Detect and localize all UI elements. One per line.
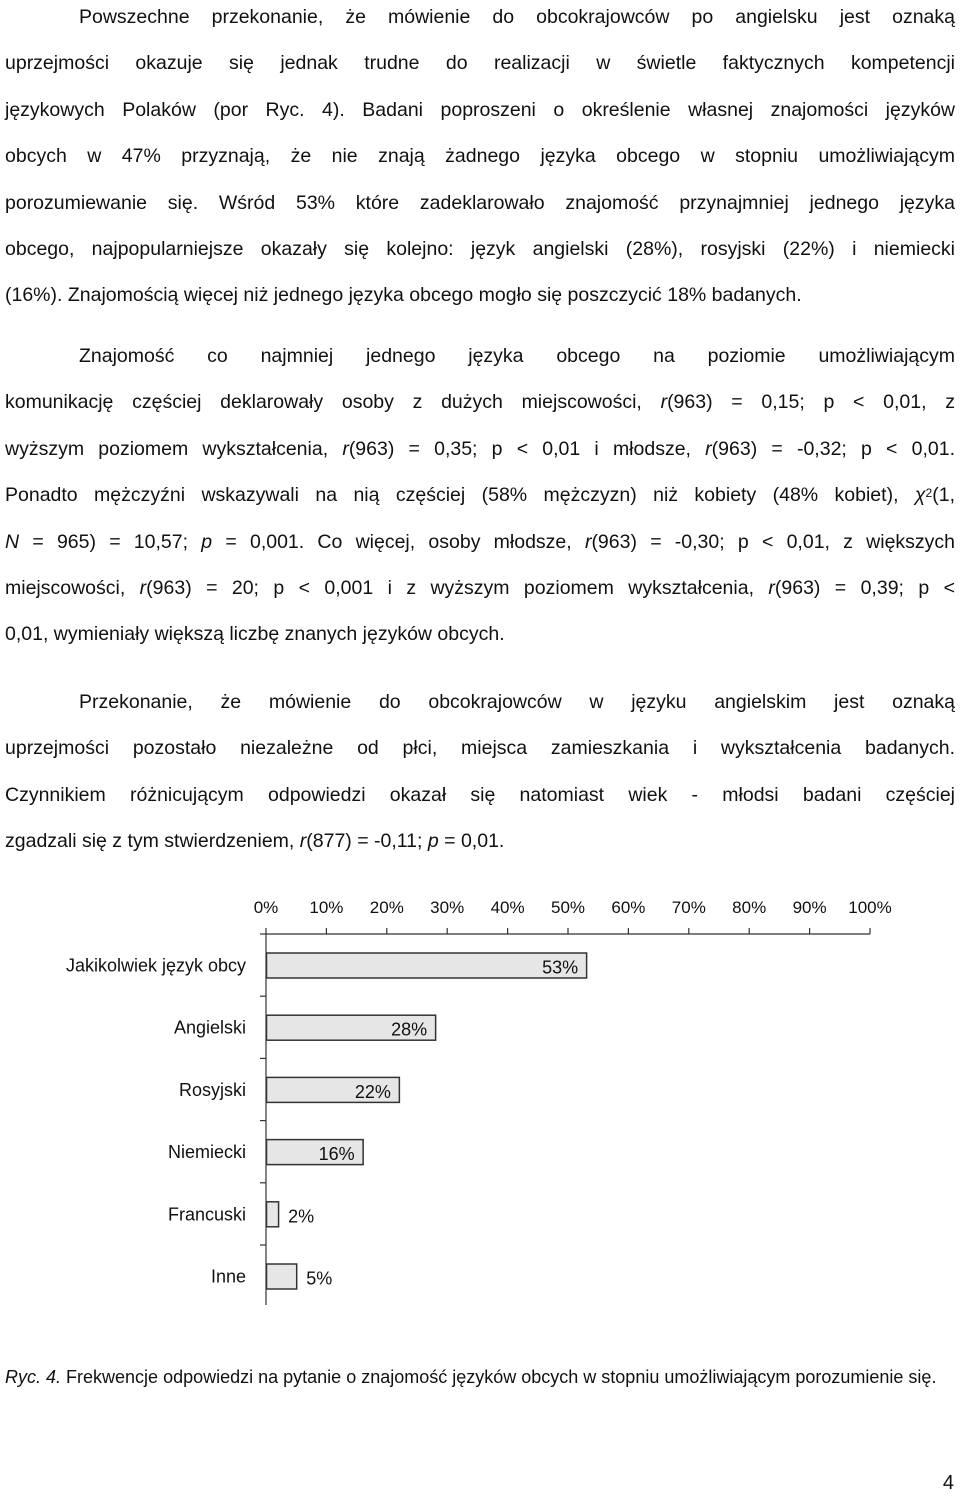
data-label: 53% [542, 957, 579, 978]
x-tick-label: 40% [490, 898, 525, 917]
x-tick-label: 70% [671, 898, 706, 917]
paragraph-1-line: obcych w 47% przyznają, że nie znają żadnego języka obcego w stopniu umożliwiającym [5, 145, 955, 168]
paragraph-3-line: Przekonanie, że mówienie do obcokrajowców w języku angielskim jest oznaką [79, 691, 955, 713]
bar [267, 953, 587, 978]
category-label: Niemiecki [167, 1142, 246, 1163]
x-tick-label: 50% [550, 898, 586, 917]
caption-label: Ryc. 4. [5, 1367, 62, 1387]
paragraph-2-line: 0,01, wymieniały większą liczbę znanych języków obcych. [5, 623, 505, 646]
paragraph-2-line: wyższym poziomem wykształcenia, r(963) = 0,35; p < 0,01 i młodsze, r(963) = -0,32; p < 0,01. [5, 437, 955, 460]
x-tick-label: 100% [848, 898, 892, 917]
x-tick-label: 80% [732, 898, 767, 917]
paragraph-3 [5, 679, 955, 865]
x-tick-label: 60% [611, 898, 646, 917]
language-bar-chart [0, 885, 960, 1305]
x-tick-label: 30% [430, 898, 465, 917]
paragraph-1-line: (16%). Znajomością więcej niż jednego języka obcego mogło się poszczycić 18% badanych. [5, 284, 802, 307]
category-label: Jakikolwiek język obcy [65, 955, 246, 976]
paragraph-1-line: obcego, najpopularniejsze okazały się kolejno: język angielski (28%), rosyjski (22%) i niemiecki [5, 237, 955, 260]
caption-text: Frekwencje odpowiedzi na pytanie o znajomość języków obcych w stopniu umożliwiającym porozumienie się. [66, 1367, 937, 1387]
paragraph-2 [5, 333, 955, 658]
bar [267, 1202, 279, 1227]
x-tick-label: 0% [253, 898, 279, 917]
data-label: 2% [288, 1206, 315, 1227]
x-tick-label: 90% [792, 898, 827, 917]
data-label: 22% [354, 1081, 391, 1102]
category-label: Francuski [167, 1204, 246, 1225]
x-tick-label: 20% [369, 898, 404, 917]
paragraph-1-line: Powszechne przekonanie, że mówienie do obcokrajowców po angielsku jest oznaką [79, 6, 955, 28]
category-label: Inne [210, 1266, 246, 1287]
paragraph-1-line: językowych Polaków (por Ryc. 4). Badani poproszeni o określenie własnej znajomości języków [5, 98, 955, 121]
paragraph-3-line: uprzejmości pozostało niezależne od płci, miejsca zamieszkania i wykształcenia badanych. [5, 737, 955, 760]
paragraph-3-line: Czynnikiem różnicującym odpowiedzi okazał się natomiast wiek - młodsi badani częściej [5, 783, 955, 806]
paragraph-2-line: Ponadto mężczyźni wskazywali na nią częściej (58% mężczyzn) niż kobiety (48% kobiet), $\chi^2(1$, [5, 484, 955, 507]
category-label: Rosyjski [178, 1079, 246, 1100]
paragraph-3-line: zgadzali się z tym stwierdzeniem, r(877) = -0,11; p = 0,01. [5, 830, 505, 853]
paragraph-1 [5, 0, 955, 319]
category-label: Angielski [173, 1017, 246, 1038]
paragraph-2-line: komunikację częściej deklarowały osoby z dużych miejscowości, r(963) = 0,15; p < 0,01, z [5, 391, 955, 414]
data-label: 16% [318, 1144, 355, 1165]
page-number: 4 [942, 1472, 954, 1494]
paragraph-2-line: Znajomość co najmniej jednego języka obcego na poziomie umożliwiającym [79, 345, 955, 367]
x-tick-label: 10% [309, 898, 344, 917]
paragraph-1-line: porozumiewanie się. Wśród 53% które zadeklarowało znajomość przynajmniej jednego języka [5, 191, 955, 214]
data-label: 28% [391, 1019, 428, 1040]
paragraph-2-line: miejscowości, r(963) = 20; p < 0,001 i z wyższym poziomem wykształcenia, r(963) = 0,39; p < [5, 576, 955, 599]
figure-caption [5, 1362, 955, 1392]
data-label: 5% [306, 1268, 333, 1289]
bar [267, 1264, 297, 1289]
paragraph-1-line: uprzejmości okazuje się jednak trudne do realizacji w świetle faktycznych kompetencji [5, 52, 955, 75]
paragraph-2-line: N = 965) = 10,57; p = 0,001. Co więcej, osoby młodsze, r(963) = -0,30; p < 0,01, z większych [5, 530, 956, 553]
